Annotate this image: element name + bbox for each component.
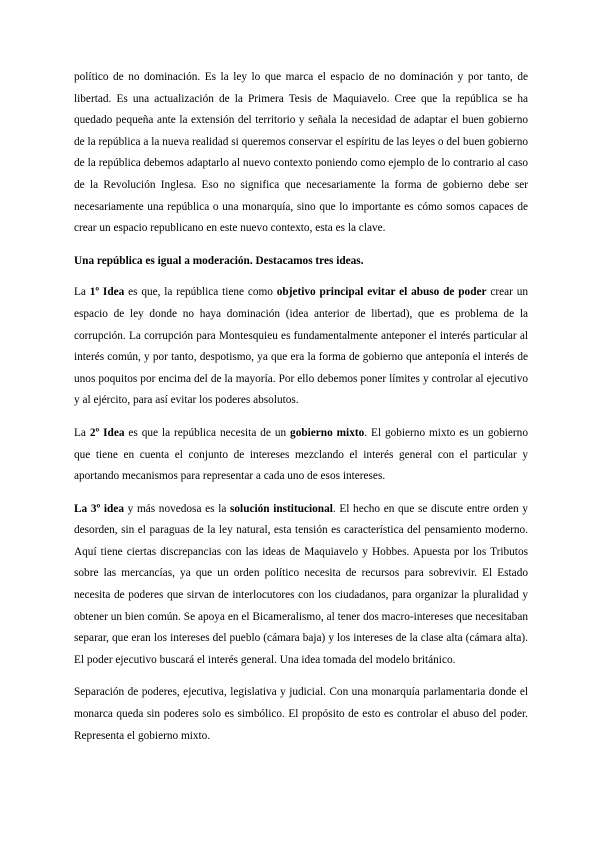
text-run: crear un espacio de ley donde no haya dominación (idea anterior de libertad), que es problema de la corrupción. La corrupción para Montesquieu es fundamentalmente anteponer el interés particular al interés común, y por tanto, despotismo, ya que era la forma de gobierno que anteponía el interés de unos poquitos por encima del de la mayoría. Por ello debemos poner límites y controlar al ejecutivo y al ejército, para así evitar los poderes absolutos. [74,286,529,407]
document-body [74,67,528,758]
paragraph-1: político de no dominación. Es la ley lo que marca el espacio de no dominación y por tanto, de libertad. Es una actualización de la Primera Tesis de Maquiavelo. Cree que la república se ha quedado pequeña ante la extensión del territorio y señala la necesidad de adaptar el buen gobierno de la república a la nueva realidad si queremos conservar el espíritu de las leyes o del buen gobierno de la república debemos adaptarlo al nuevo contexto poniendo como ejemplo de lo contrario al caso de la Revolución Inglesa. Eso no significa que necesariamente la forma de gobierno debe ser necesariamente una república o una monarquía, sino que lo importante es cómo somos capaces de crear un espacio republicano en este nuevo contexto, esta es la clave. [74,71,528,235]
bold-idea-label: 2º Idea [89,426,125,439]
bold-idea-label: La 3º idea [74,502,124,515]
text-run: . El gobierno mixto es un gobierno que tiene en cuenta el conjunto de intereses mezclando el interés general con el particular y aportando mecanismos para representar a cada uno de esos intereses. [74,426,528,483]
bold-emphasis: objetivo principal evitar el abuso de poder [276,286,487,299]
paragraph-idea-3 [74,499,528,672]
text-run: La [74,426,90,439]
paragraph-idea-2 [74,423,528,488]
paragraph-idea-1 [74,282,528,412]
bold-emphasis: gobierno mixto [290,426,365,439]
text-run: La [74,286,90,299]
bold-idea-label: 1º Idea [89,286,125,299]
text-run: es que la república necesita de un [124,426,291,439]
section-heading: Una república es igual a moderación. Destacamos tres ideas. [74,254,364,267]
text-run: . El hecho en que se discute entre orden y desorden, sin el paraguas de la ley natural, esta tensión es característica del pensamiento moderno. Aquí tiene ciertas discrepancias con las ideas de Maquiavelo y Hobbes. Apuesta por los Tributos sobre las mercancías, ya que un orden político necesita de recursos para sobrevivir. El Estado necesita de poderes que sirvan de interlocutores con los ciudadanos, para organizar la pluralidad y obtener un bien común. Se apoya en el Bicameralismo, al tener dos macro-intereses que necesitaban separar, que eran los intereses del pueblo (cámara baja) y los intereses de la clase alta (cámara alta). El poder ejecutivo buscará el interés general. Una idea tomada del modelo británico. [74,502,528,666]
text-run: y más novedosa es la [123,502,231,515]
text-run: es que, la república tiene como [124,286,277,299]
paragraph-separation-of-powers: Separación de poderes, ejecutiva, legislativa y judicial. Con una monarquía parlamentaria donde el monarca queda sin poderes solo es simbólico. El propósito de esto es controlar el abuso del poder. Representa el gobierno mixto. [74,686,528,742]
bold-emphasis: solución institucional [230,502,333,515]
